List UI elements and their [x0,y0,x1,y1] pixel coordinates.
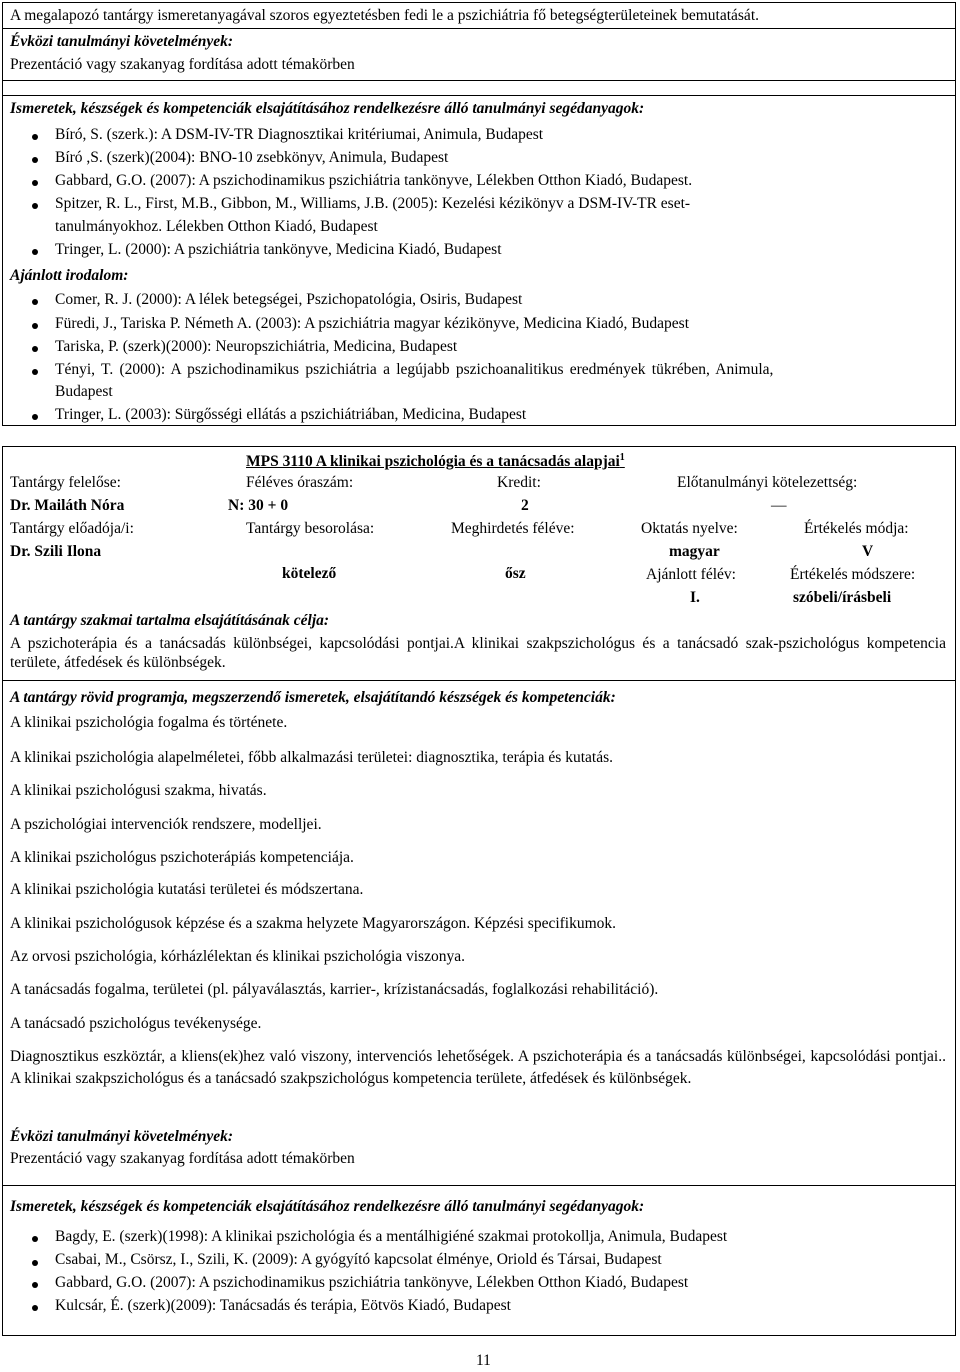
intro-text: A megalapozó tantárgy ismeretanyagával szoros egyeztetésben fedi le a pszichiátria fő betegségterületeinek bemutatását. [10,7,759,24]
top-table-divider-1 [2,28,956,29]
program-item: A klinikai pszichológia kutatási területei és módszertana. [10,881,364,898]
bullet-icon [32,323,38,329]
lecturer-name: Dr. Szili Ilona [10,543,102,560]
top-table-divider-2 [2,80,956,81]
recommended-item: Füredi, J., Tariska P. Németh A. (2003): A pszichiátria magyar kézikönyve, Medicina Kiadó, Budapest [55,315,689,332]
eval-method-label: Értékelés módszere: [790,566,916,583]
lecturer-label: Tantárgy előadója/i: [10,520,134,537]
responsible-name: Dr. Mailáth Nóra [10,497,125,514]
rec-semester-label: Ajánlott félév: [646,566,736,583]
material-item: Bíró ,S. (szerk)(2004): BNO-10 zsebkönyv, Animula, Budapest [55,149,449,166]
bullet-icon [32,203,38,209]
bottom-materials-heading: Ismeretek, készségek és kompetenciák elsajátításához rendelkezésre álló tanulmányi segédanyagok: [10,1198,645,1215]
bullet-icon [32,1236,38,1242]
goal-text: A pszichoterápia és a tanácsadás különbségei, kapcsolódási pontjai.A klinikai szakpszichológus és a tanácsadó szak-pszichológus kompetencia területe, átfedések és különbségek. [10,635,946,671]
recommended-item: Tényi, T. (2000): A pszichodinamikus pszichiátria a legújabb pszichoanalitikus eredmények tükrében, Animula, [55,361,774,378]
hours-value: N: 30 + 0 [228,497,289,514]
goal-heading: A tantárgy szakmai tartalma elsajátításának célja: [10,612,330,629]
prereq-value: — [771,497,787,514]
program-item: A pszichológiai intervenciók rendszere, modelljei. [10,816,322,833]
semester-value: ősz [505,565,526,582]
bullet-icon [32,414,38,420]
program-item: Az orvosi pszichológia, kórházlélektan és klinikai pszichológia viszonya. [10,948,465,965]
material-item: Gabbard, G.O. (2007): A pszichodinamikus pszichiátria tankönyve, Lélekben Otthon Kiadó, Budapest. [55,172,693,189]
program-item: A klinikai pszichológus pszichoterápiás kompetenciája. [10,849,354,866]
material-item: Tringer, L. (2000): A pszichiátria tankönyve, Medicina Kiadó, Budapest [55,241,502,258]
recommended-item: Tariska, P. (szerk)(2000): Neuropszichiátria, Medicina, Budapest [55,338,458,355]
materials-heading: Ismeretek, készségek és kompetenciák elsajátításához rendelkezésre álló tanulmányi segédanyagok: [10,100,645,117]
semester-label: Meghirdetés féléve: [451,520,575,537]
course-table-divider [2,680,956,681]
page-number: 11 [476,1352,491,1369]
bullet-icon [32,157,38,163]
recommended-heading: Ajánlott irodalom: [10,267,129,284]
course-title: MPS 3110 A klinikai pszichológia és a tanácsadás alapjai$^1$ [246,452,625,471]
bullet-icon [32,299,38,305]
bottom-material-item: Kulcsár, É. (szerk)(2009): Tanácsadás és terápia, Eötvös Kiadó, Budapest [55,1297,511,1314]
category-value: kötelező [282,565,337,582]
eval-label: Értékelés módja: [804,520,909,537]
bottom-requirements-text: Prezentáció vagy szakanyag fordítása adott témakörben [10,1150,355,1167]
rec-semester-value: I. [690,589,700,606]
recommended-item-continued: Budapest [55,383,113,400]
bottom-material-item: Bagdy, E. (szerk)(1998): A klinikai pszichológia és a mentálhigiéné szakmai protokollja, Animula, Budapest [55,1228,728,1245]
recommended-item: Tringer, L. (2003): Sürgősségi ellátás a pszichiátriában, Medicina, Budapest [55,406,527,423]
program-item: A tanácsadás fogalma, területei (pl. pályaválasztás, karrier-, krízistanácsadás, foglalkozási rehabilitáció). [10,981,659,998]
program-final-paragraph: Diagnosztikus eszköztár, a kliens(ek)hez való viszony, intervenciós lehetőségek. A pszichoterápia és a tanácsadás különbségei, kapcsolódási pontjai.. A klinikai szakpszichológus és a tanácsadó szakpszichológus kompetencia területe, átfedések és különbségek. [10,1048,946,1087]
responsible-label: Tantárgy felelőse: [10,474,121,491]
language-value: magyar [669,543,720,560]
material-item: Bíró, S. (szerk.): A DSM-IV-TR Diagnosztikai kritériumai, Animula, Budapest [55,126,544,143]
bullet-icon [32,369,38,375]
category-label: Tantárgy besorolása: [246,520,375,537]
prereq-label: Előtanulmányi kötelezettség: [677,474,858,491]
bullet-icon [32,1305,38,1311]
program-item: A klinikai pszichológusi szakma, hivatás. [10,782,267,799]
requirements-heading: Évközi tanulmányi követelmények: [10,33,234,50]
program-item: A klinikai pszichológusok képzése és a szakma helyzete Magyarországon. Képzési specifikumok. [10,915,617,932]
recommended-item: Comer, R. J. (2000): A lélek betegségei, Pszichopatológia, Osiris, Budapest [55,291,523,308]
bottom-material-item: Gabbard, G.O. (2007): A pszichodinamikus pszichiátria tankönyve, Lélekben Otthon Kiadó, Budapest [55,1274,689,1291]
material-item-continued: tanulmányokhoz. Lélekben Otthon Kiadó, Budapest [55,218,378,235]
bullet-icon [32,1260,38,1266]
bullet-icon [32,346,38,352]
credit-label: Kredit: [497,474,541,491]
eval-value: V [862,543,874,560]
hours-label: Féléves óraszám: [246,474,354,491]
bullet-icon [32,1282,38,1288]
credit-value: 2 [521,497,529,514]
program-item: A tanácsadó pszichológus tevékenysége. [10,1015,262,1032]
program-heading: A tantárgy rövid programja, megszerzendő ismeretek, elsajátítandó készségek és kompetenciák: [10,689,616,706]
course-table-divider-2 [2,1185,956,1186]
program-item: A klinikai pszichológia fogalma és története. [10,714,288,731]
program-item: A klinikai pszichológia alapelméletei, főbb alkalmazási területei: diagnosztika, terápia és kutatás. [10,749,613,766]
bottom-requirements-heading: Évközi tanulmányi követelmények: [10,1128,234,1145]
bullet-icon [32,134,38,140]
bullet-icon [32,249,38,255]
requirements-text: Prezentáció vagy szakanyag fordítása adott témakörben [10,56,355,73]
eval-method-value: szóbeli/írásbeli [793,589,892,606]
top-table-divider-3 [2,95,956,96]
material-item: Spitzer, R. L., First, M.B., Gibbon, M., Williams, J.B. (2005): Kezelési kézikönyv a DSM-IV-TR eset- [55,195,691,212]
bullet-icon [32,180,38,186]
language-label: Oktatás nyelve: [641,520,738,537]
bottom-material-item: Csabai, M., Csörsz, I., Szili, K. (2009): A gyógyító kapcsolat élménye, Oriold és Társai, Budapest [55,1251,662,1268]
